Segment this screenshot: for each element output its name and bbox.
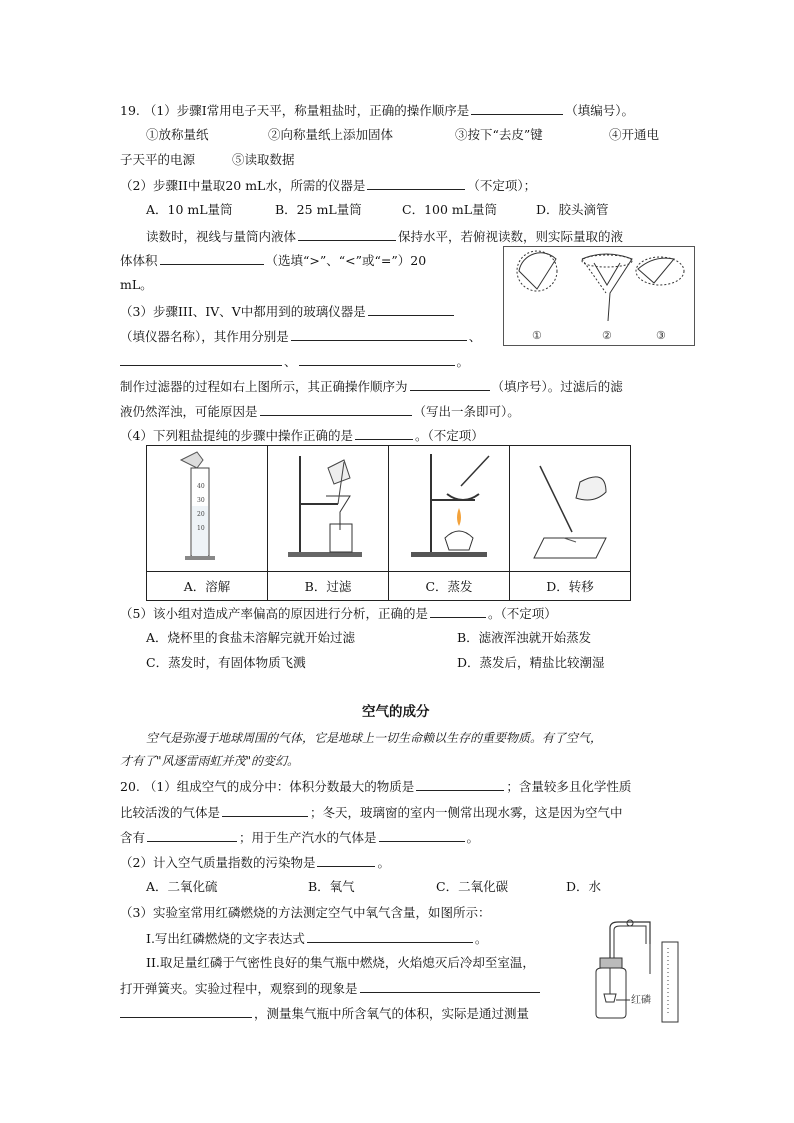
q20-part3: （3）实验室常用红磷燃烧的方法测定空气中氧气含量，如图所示： bbox=[120, 905, 491, 920]
q19-part2-choice-a: A．10 mL量筒 bbox=[146, 202, 233, 217]
cyl-tick-40: 40 bbox=[197, 483, 205, 490]
q20-line3-text-a: 含有 bbox=[120, 830, 146, 845]
q19-filter-line bbox=[120, 377, 623, 396]
evaporation-icon bbox=[389, 446, 509, 568]
q20-part2-answer-blank[interactable] bbox=[317, 853, 375, 867]
q19-filter-text-a: 制作过滤器的过程如右上图所示，其正确操作顺序为 bbox=[120, 379, 408, 394]
q20-active-gas-blank[interactable] bbox=[222, 803, 308, 817]
red-phosphorus-label: 红磷 bbox=[631, 995, 651, 1006]
q19-ml: mL。 bbox=[120, 277, 153, 292]
q19-part3-role-line bbox=[120, 327, 481, 346]
q19-part1-text: 19. （1）步骤I常用电子天平，称量粗盐时，正确的操作顺序是 bbox=[120, 103, 470, 118]
q19-part5-choice-c: C．蒸发时，有固体物质飞溅 bbox=[146, 655, 306, 670]
op-d-caption: D．转移 bbox=[510, 572, 631, 601]
q19-volume-line bbox=[120, 251, 426, 270]
q19-part1 bbox=[120, 101, 634, 120]
q19-volume-text-a: 体体积 bbox=[120, 253, 158, 268]
q19-part4-answer-blank[interactable] bbox=[355, 426, 413, 440]
q19-part3 bbox=[120, 302, 456, 321]
q20-part3-ii-line-1: II.取足量红磷于气密性良好的集气瓶中燃烧，火焰熄灭后冷却至室温， bbox=[146, 955, 535, 970]
q19-part1-answer-blank[interactable] bbox=[471, 101, 563, 115]
q20-most-abundant-blank[interactable] bbox=[416, 777, 504, 791]
q19-reading-line bbox=[146, 227, 623, 246]
filter-folding-diagram bbox=[504, 247, 694, 345]
q20-line-1 bbox=[120, 777, 631, 796]
q20-part3-ii-line-3 bbox=[120, 1004, 529, 1023]
q20-part2-choice-c: C．二氧化碳 bbox=[436, 879, 509, 894]
cylinder-icon bbox=[147, 446, 267, 568]
q19-part5-choice-d: D．蒸发后，精盐比较潮湿 bbox=[457, 655, 605, 670]
q19-part5 bbox=[120, 604, 557, 623]
q19-filter-text-b: （填序号）。过滤后的滤 bbox=[491, 379, 623, 394]
q19-volume-text-b: （选填“>”、“<”或“=”）20 bbox=[265, 253, 427, 268]
cyl-tick-20: 20 bbox=[197, 511, 205, 518]
q20-part3-i-end: 。 bbox=[474, 931, 488, 946]
q19-part4-tail: 。（不定项） bbox=[414, 428, 484, 443]
q19-part2 bbox=[120, 176, 536, 195]
q20-line3-text-c: 。 bbox=[466, 830, 480, 845]
figure-label-2: ② bbox=[602, 329, 612, 342]
q19-part3-role-blank-1[interactable] bbox=[291, 327, 467, 341]
q19-part4-text: （4）下列粗盐提纯的步骤中操作正确的是 bbox=[120, 428, 353, 443]
transfer-icon bbox=[510, 446, 630, 568]
q20-part2-choice-a: A．二氧化硫 bbox=[146, 879, 218, 894]
op-c-caption: C．蒸发 bbox=[389, 572, 510, 601]
q19-part3-instrument-blank[interactable] bbox=[368, 302, 454, 316]
q19-part2-tail: （不定项）； bbox=[467, 178, 537, 193]
q19-part3-role-blank-2[interactable] bbox=[120, 352, 282, 366]
q19-part5-text: （5）该小组对造成产率偏高的原因进行分析，正确的是 bbox=[120, 606, 428, 621]
op-d-image bbox=[510, 446, 631, 572]
q20-part3-i bbox=[146, 929, 487, 948]
section-intro-line-2: 才有了"风逐雷雨虹并茂"的变幻。 bbox=[120, 754, 300, 768]
q19-volume-blank[interactable] bbox=[160, 251, 264, 265]
op-b-caption: B．过滤 bbox=[268, 572, 389, 601]
q19-option-2: ②向称量纸上添加固体 bbox=[268, 127, 394, 142]
q19-filter-line-2 bbox=[120, 402, 520, 421]
q20-line-3 bbox=[120, 828, 479, 847]
q20-line2-text-b: ；冬天，玻璃窗的室内一侧常出现水雾，这是因为空气中 bbox=[310, 805, 623, 820]
q19-option-3: ③按下“去皮”键 bbox=[455, 127, 543, 142]
q20-equation-blank[interactable] bbox=[307, 929, 473, 943]
cyl-tick-10: 10 bbox=[197, 525, 205, 532]
q19-part3-text: （3）步骤III、IV、V中都用到的玻璃仪器是 bbox=[120, 304, 366, 319]
q19-part3-sep: 、 bbox=[468, 329, 482, 344]
q19-filter-order-blank[interactable] bbox=[410, 377, 490, 391]
q20-soda-gas-blank[interactable] bbox=[379, 828, 465, 842]
figure-label-1: ① bbox=[532, 329, 542, 342]
q20-part3-ii-text: 打开弹簧夹。实验过程中，观察到的现象是 bbox=[120, 981, 358, 996]
q19-part2-text: （2）步骤II中量取20 mL水，所需的仪器是 bbox=[120, 178, 366, 193]
q19-part5-choice-b: B．滤液浑浊就开始蒸发 bbox=[457, 630, 592, 645]
q19-option-1: ①放称量纸 bbox=[146, 127, 209, 142]
q20-phenomenon-blank-2[interactable] bbox=[120, 1004, 252, 1018]
red-phosphorus-apparatus bbox=[580, 914, 690, 1026]
q20-part2-choice-b: B．氧气 bbox=[308, 879, 355, 894]
q19-part3-role-line-2 bbox=[120, 352, 469, 371]
section-intro-line-1: 空气是弥漫于地球周围的气体，它是地球上一切生命赖以生存的重要物质。有了空气， bbox=[146, 731, 603, 745]
q20-vapor-blank[interactable] bbox=[147, 828, 237, 842]
op-a-caption: A．溶解 bbox=[147, 572, 268, 601]
operations-table bbox=[146, 445, 631, 601]
q20-part2-tail: 。 bbox=[377, 855, 390, 870]
q19-part5-answer-blank[interactable] bbox=[430, 604, 486, 618]
q20-part3-ii-line-2 bbox=[120, 979, 542, 998]
q20-line-2 bbox=[120, 803, 623, 822]
op-c-image bbox=[389, 446, 510, 572]
q19-filter2-text-b: （写出一条即可）。 bbox=[413, 404, 520, 419]
section-title: 空气的成分 bbox=[362, 704, 430, 720]
q19-part5-choice-a: A．烧杯里的食盐未溶解完就开始过滤 bbox=[146, 630, 356, 645]
q19-part5-tail: 。（不定项） bbox=[487, 606, 557, 621]
q20-line2-text-a: 比较活泼的气体是 bbox=[120, 805, 221, 820]
filtration-icon bbox=[268, 446, 388, 568]
q19-option-4: ④开通电 bbox=[609, 127, 660, 142]
filter-paper-figure bbox=[503, 246, 695, 346]
q19-part2-choice-d: D．胶头滴管 bbox=[536, 202, 609, 217]
q19-part3-sep-2: 、 bbox=[284, 354, 297, 369]
cyl-tick-30: 30 bbox=[197, 497, 205, 504]
q20-line1-text-a: 20. （1）组成空气的成分中：体积分数最大的物质是 bbox=[120, 779, 415, 794]
op-a-image bbox=[147, 446, 268, 572]
q20-part3-i-text: I.写出红磷燃烧的文字表达式 bbox=[146, 931, 305, 946]
q19-part1-tail: （填编号）。 bbox=[565, 103, 635, 118]
q20-part2-choice-d: D．水 bbox=[566, 879, 602, 894]
q20-line3-text-b: ；用于生产汽水的气体是 bbox=[239, 830, 377, 845]
q20-part2-text: （2）计入空气质量指数的污染物是 bbox=[120, 855, 316, 870]
q19-part2-choice-c: C．100 mL量筒 bbox=[402, 202, 498, 217]
q19-part3-role-text: （填仪器名称），其作用分别是 bbox=[120, 329, 289, 344]
q20-phenomenon-blank-1[interactable] bbox=[360, 979, 540, 993]
q19-part3-end: 。 bbox=[456, 354, 470, 369]
q19-part3-role-blank-3[interactable] bbox=[299, 352, 455, 366]
q19-part4 bbox=[120, 426, 484, 445]
op-b-image bbox=[268, 446, 389, 572]
q20-part2 bbox=[120, 853, 390, 872]
q19-option-4-cont: 子天平的电源 bbox=[120, 152, 196, 167]
q19-reading-text-b: 保持水平，若俯视读数，则实际量取的液 bbox=[398, 229, 624, 244]
q19-part2-choice-b: B．25 mL量筒 bbox=[275, 202, 362, 217]
q19-reading-text-a: 读数时，视线与量筒内液体 bbox=[146, 229, 297, 244]
q19-reading-blank[interactable] bbox=[298, 227, 396, 241]
q19-filter2-text-a: 液仍然浑浊，可能原因是 bbox=[120, 404, 258, 419]
q19-filter-reason-blank[interactable] bbox=[260, 402, 412, 416]
figure-label-3: ③ bbox=[656, 329, 666, 342]
q19-option-5: ⑤读取数据 bbox=[232, 152, 295, 167]
q19-part2-answer-blank[interactable] bbox=[367, 176, 465, 190]
q20-part3-ii-text-2: ，测量集气瓶中所含氧气的体积，实际是通过测量 bbox=[254, 1006, 530, 1021]
q20-line1-text-b: ；含量较多且化学性质 bbox=[506, 779, 632, 794]
